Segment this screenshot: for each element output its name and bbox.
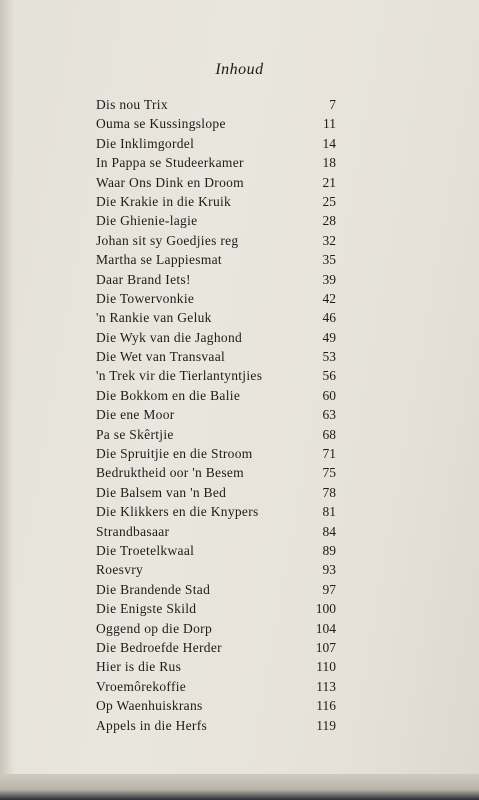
toc-entry: [96, 599, 336, 618]
toc-entry: [96, 677, 336, 696]
toc-entry: [96, 502, 336, 521]
toc-entry-title: Die Wyk van die Jaghond: [96, 329, 243, 345]
toc-entry-title: Martha se Lappiesmat: [96, 252, 222, 268]
table-of-contents: [96, 95, 336, 735]
toc-entry: [96, 328, 336, 347]
toc-entry-title: Roesvry: [96, 562, 144, 578]
toc-entry-title: Johan sit sy Goedjies reg: [96, 232, 239, 248]
toc-entry-page: 110: [316, 659, 336, 675]
toc-entry: [96, 657, 336, 676]
toc-entry: [96, 153, 336, 172]
toc-entry: [96, 366, 336, 385]
toc-entry-title: Die Spruitjie en die Stroom: [96, 446, 253, 462]
toc-entry-title: Pa se Skêrtjie: [96, 426, 174, 442]
toc-entry: [96, 95, 336, 114]
toc-entry-page: 78: [322, 484, 336, 500]
toc-entry: [96, 114, 336, 133]
toc-entry-title: Dis nou Trix: [96, 97, 168, 112]
toc-entry: [96, 134, 336, 153]
toc-entry-title: Die Krakie in die Kruik: [96, 193, 232, 209]
toc-entry: [96, 250, 336, 269]
toc-entry-page: 116: [316, 698, 336, 714]
toc-entry-title: Die Bokkom en die Balie: [96, 387, 241, 403]
toc-entry-title: Die Inklimgordel: [96, 135, 195, 151]
toc-entry-page: 81: [322, 504, 336, 520]
toc-entry-page: 18: [322, 155, 336, 171]
toc-entry-title: 'n Trek vir die Tierlantyntjies: [96, 368, 263, 384]
page-gutter-shadow: [0, 0, 14, 800]
book-bottom-edge: [0, 774, 479, 800]
toc-entry-page: 93: [322, 562, 336, 578]
toc-entry-title: Op Waenhuiskrans: [96, 698, 203, 714]
toc-entry-title: Vroemôrekoffie: [96, 678, 187, 694]
toc-entry-page: 46: [322, 310, 336, 326]
toc-entry-page: 97: [322, 581, 336, 597]
toc-entry-page: 119: [316, 717, 336, 733]
toc-entry: [96, 425, 336, 444]
toc-entry-page: 25: [322, 193, 336, 209]
toc-entry-page: 71: [322, 446, 336, 462]
toc-entry: [96, 716, 336, 735]
toc-entry-title: Die Wet van Transvaal: [96, 349, 226, 365]
toc-entry: [96, 696, 336, 715]
toc-entry-title: Die Balsem van 'n Bed: [96, 484, 227, 500]
toc-entry-title: Waar Ons Dink en Droom: [96, 174, 244, 190]
toc-entry-page: 104: [315, 620, 336, 636]
toc-entry: [96, 386, 336, 405]
toc-entry-title: Die Ghienie-lagie: [96, 213, 198, 229]
toc-entry-title: Oggend op die Dorp: [96, 620, 213, 636]
toc-entry-page: 28: [322, 213, 336, 229]
toc-entry: [96, 638, 336, 657]
toc-entry-title: Strandbasaar: [96, 523, 170, 539]
toc-entry: [96, 173, 336, 192]
toc-entry-page: 63: [322, 407, 336, 423]
toc-entry-page: 68: [322, 426, 336, 442]
toc-entry-page: 56: [322, 368, 336, 384]
toc-entry: [96, 231, 336, 250]
toc-entry: [96, 270, 336, 289]
toc-entry-title: Die Brandende Stad: [96, 581, 211, 597]
toc-entry-page: 11: [323, 116, 336, 132]
toc-entry: [96, 192, 336, 211]
toc-entry-title: Die Klikkers en die Knypers: [96, 504, 259, 520]
toc-entry-page: 60: [322, 387, 336, 403]
toc-entry: [96, 463, 336, 482]
toc-entry-title: Appels in die Herfs: [96, 717, 208, 733]
toc-entry-page: 49: [322, 329, 336, 345]
toc-entry-page: 7: [329, 97, 336, 112]
toc-entry-title: Die Enigste Skild: [96, 601, 197, 617]
toc-entry-title: Bedruktheid oor 'n Besem: [96, 465, 244, 481]
toc-entry: [96, 619, 336, 638]
toc-entry: [96, 522, 336, 541]
toc-entry-page: 100: [315, 601, 336, 617]
toc-entry: [96, 541, 336, 560]
toc-entry-title: In Pappa se Studeerkamer: [96, 155, 244, 171]
toc-entry-page: 84: [322, 523, 336, 539]
toc-entry: [96, 405, 336, 424]
toc-entry: [96, 308, 336, 327]
toc-entry-title: Die Towervonkie: [96, 290, 195, 306]
toc-entry-page: 14: [322, 135, 336, 151]
toc-entry-page: 32: [322, 232, 336, 248]
toc-entry-title: Die Troetelkwaal: [96, 542, 195, 558]
toc-heading: Inhoud: [215, 61, 264, 78]
toc-entry-title: Die Bedroefde Herder: [96, 639, 222, 655]
toc-entry-title: 'n Rankie van Geluk: [96, 310, 212, 326]
toc-entry: [96, 580, 336, 599]
toc-entry-title: Die ene Moor: [96, 407, 175, 423]
toc-entry-page: 39: [322, 271, 336, 287]
toc-entry-page: 89: [322, 542, 336, 558]
toc-entry: [96, 483, 336, 502]
toc-entry-page: 113: [316, 678, 336, 694]
toc-entry-title: Ouma se Kussingslope: [96, 116, 226, 132]
toc-entry-page: 42: [322, 290, 336, 306]
toc-entry: [96, 560, 336, 579]
toc-entry-page: 53: [322, 349, 336, 365]
toc-entry-page: 107: [315, 639, 336, 655]
toc-entry-title: Daar Brand Iets!: [96, 271, 191, 287]
toc-entry: [96, 347, 336, 366]
toc-entry-page: 75: [322, 465, 336, 481]
toc-entry: [96, 289, 336, 308]
toc-entry: [96, 444, 336, 463]
toc-entry-page: 21: [322, 174, 336, 190]
toc-entry-title: Hier is die Rus: [96, 659, 182, 675]
toc-entry: [96, 211, 336, 230]
toc-entry-page: 35: [322, 252, 336, 268]
